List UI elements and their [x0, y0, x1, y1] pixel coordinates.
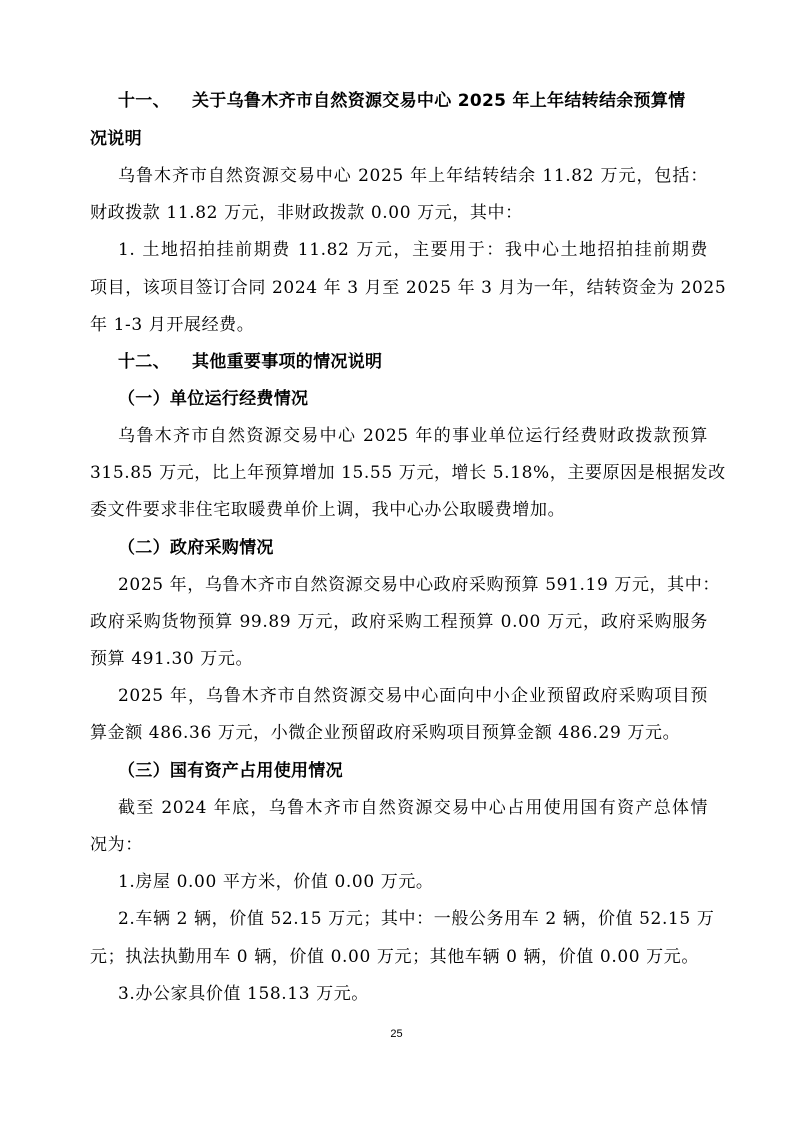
subsection-3-item2-line2: 元；执法执勤用车 0 辆，价值 0.00 万元；其他车辆 0 辆，价值 0.00 万元。 — [90, 947, 699, 967]
section-12-number: 十二、 — [118, 352, 170, 372]
subsection-3-p1-line2: 况为： — [90, 835, 143, 855]
section-11-number: 十一、 — [118, 91, 170, 111]
section-12-heading — [118, 350, 708, 374]
subsection-2-p1-line3: 预算 491.30 万元。 — [90, 649, 254, 669]
subsection-3-title: （三）国有资产占用使用情况 — [118, 761, 343, 781]
subsection-2-p2-line2: 算金额 486.36 万元，小微企业预留政府采购项目预算金额 486.29 万元。 — [90, 723, 681, 743]
subsection-3-p1-line1: 截至 2024 年底，乌鲁木齐市自然资源交易中心占用使用国有资产总体情 — [118, 798, 708, 818]
subsection-2-p2-line1: 2025 年，乌鲁木齐市自然资源交易中心面向中小企业预留政府采购项目预 — [118, 686, 708, 706]
page-number: 25 — [390, 1028, 403, 1040]
subsection-1-line1: 乌鲁木齐市自然资源交易中心 2025 年的事业单位运行经费财政拨款预算 — [118, 426, 708, 446]
subsection-3-item3: 3.办公家具价值 158.13 万元。 — [118, 984, 369, 1004]
section-11-item1-line2: 项目，该项目签订合同 2024 年 3 月至 2025 年 3 月为一年，结转资金为 2025 — [90, 278, 727, 298]
subsection-1-line3: 委文件要求非住宅取暖费单价上调，我中心办公取暖费增加。 — [90, 500, 566, 520]
section-11-para1-line1: 乌鲁木齐市自然资源交易中心 2025 年上年结转结余 11.82 万元，包括： — [118, 166, 708, 186]
section-11-heading — [118, 89, 708, 113]
section-11-title-line2: 况说明 — [90, 129, 142, 149]
subsection-2-title: （二）政府采购情况 — [118, 538, 274, 558]
section-11-title-line1: 关于乌鲁木齐市自然资源交易中心 2025 年上年结转结余预算情 — [192, 91, 686, 111]
section-11-item1-line3: 年 1-3 月开展经费。 — [90, 315, 255, 335]
subsection-3-item1: 1.房屋 0.00 平方米，价值 0.00 万元。 — [118, 872, 434, 892]
subsection-3-item2-line1: 2.车辆 2 辆，价值 52.15 万元；其中：一般公务用车 2 辆，价值 52.15 万 — [118, 909, 715, 929]
section-11-item1-line1: 1. 土地招拍挂前期费 11.82 万元，主要用于：我中心土地招拍挂前期费 — [118, 240, 708, 260]
subsection-2-p1-line1: 2025 年，乌鲁木齐市自然资源交易中心政府采购预算 591.19 万元，其中： — [118, 575, 720, 595]
subsection-1-title: （一）单位运行经费情况 — [118, 389, 309, 409]
section-11-para1-line2: 财政拨款 11.82 万元，非财政拨款 0.00 万元，其中： — [90, 203, 523, 223]
subsection-1-line2: 315.85 万元，比上年预算增加 15.55 万元，增长 5.18%，主要原因是根据发改 — [90, 463, 726, 483]
section-12-title: 其他重要事项的情况说明 — [192, 352, 383, 372]
subsection-2-p1-line2: 政府采购货物预算 99.89 万元，政府采购工程预算 0.00 万元，政府采购服务 — [90, 612, 708, 632]
